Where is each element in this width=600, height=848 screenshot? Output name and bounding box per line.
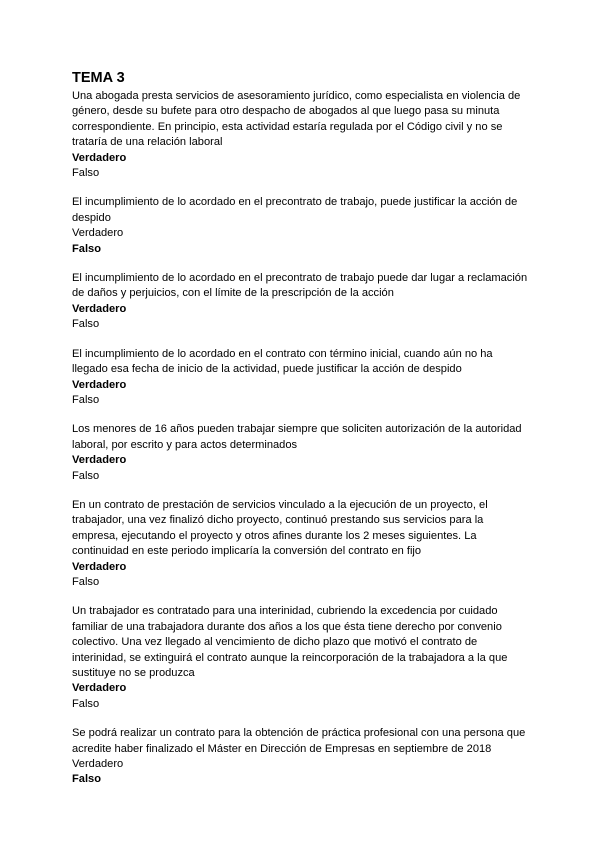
answer-option: Falso [72, 318, 100, 331]
question-text: Una abogada presta servicios de asesoramiento jurídico, como especialista en violencia de género, desde su bufete para otro despacho de abogados al que luego pasa su minuta correspondiente. En principio, esta actividad estaría regulada por el Código civil y no se trataría de una relación laboral [72, 90, 521, 149]
question-block [72, 195, 530, 257]
question-text: El incumplimiento de lo acordado en el contrato con término inicial, cuando aún no ha llegado esa fecha de inicio de la actividad, puede justificar la acción de despido [72, 347, 493, 376]
question-block [72, 726, 530, 788]
answer-option: Falso [72, 575, 100, 588]
question-block [72, 604, 530, 712]
question-list [72, 89, 530, 788]
question-text: Se podrá realizar un contrato para la obtención de práctica profesional con una persona que acredite haber finalizado el Máster en Dirección de Empresas en septiembre de 2018 [72, 727, 526, 755]
answer-option: Verdadero [72, 227, 124, 240]
question-text: El incumplimiento de lo acordado en el precontrato de trabajo, puede justificar la acción de despido [72, 196, 518, 224]
answer-option: Falso [72, 393, 100, 406]
question-text: Un trabajador es contratado para una interinidad, cubriendo la excedencia por cuidado familiar de una trabajadora durante dos años a los que ésta tiene derecho por convenio colectivo. Una vez llegado al vencimiento de dicho plazo que motivó el contrato de interinidad, se extinguirá el contrato aunque la reincorporación de la trabajadora a la que sustituye no se produzca [72, 605, 508, 679]
page-title: TEMA 3 [72, 70, 125, 86]
answer-option: Falso [72, 697, 100, 710]
question-text: Los menores de 16 años pueden trabajar siempre que soliciten autorización de la autoridad laboral, por escrito y para actos determinados [72, 423, 522, 451]
answer-option-correct: Verdadero [72, 378, 127, 391]
question-text: En un contrato de prestación de servicios vinculado a la ejecución de un proyecto, el trabajador, una vez finalizó dicho proyecto, continuó prestando sus servicios para la empresa, ejecutando el proyecto y otros afines durante los 2 meses siguientes. La continuidad en este periodo implicaría la conversión del contrato en fijo [72, 498, 488, 558]
answer-option: Falso [72, 167, 100, 180]
answer-option-correct: Verdadero [72, 682, 127, 695]
answer-option-correct: Falso [72, 773, 101, 786]
answer-option-correct: Falso [72, 242, 101, 255]
answer-option-correct: Verdadero [72, 454, 127, 467]
question-block [72, 422, 530, 484]
question-block [72, 89, 530, 181]
question-block [72, 347, 530, 409]
answer-option-correct: Verdadero [72, 302, 127, 315]
answer-option-correct: Verdadero [72, 151, 127, 164]
answer-option: Verdadero [72, 758, 124, 771]
question-text: El incumplimiento de lo acordado en el precontrato de trabajo puede dar lugar a reclamación de daños y perjuicios, con el límite de la prescripción de la acción [72, 272, 528, 300]
question-block [72, 271, 530, 333]
answer-option: Falso [72, 469, 100, 482]
answer-option-correct: Verdadero [72, 560, 127, 573]
question-block [72, 498, 530, 590]
